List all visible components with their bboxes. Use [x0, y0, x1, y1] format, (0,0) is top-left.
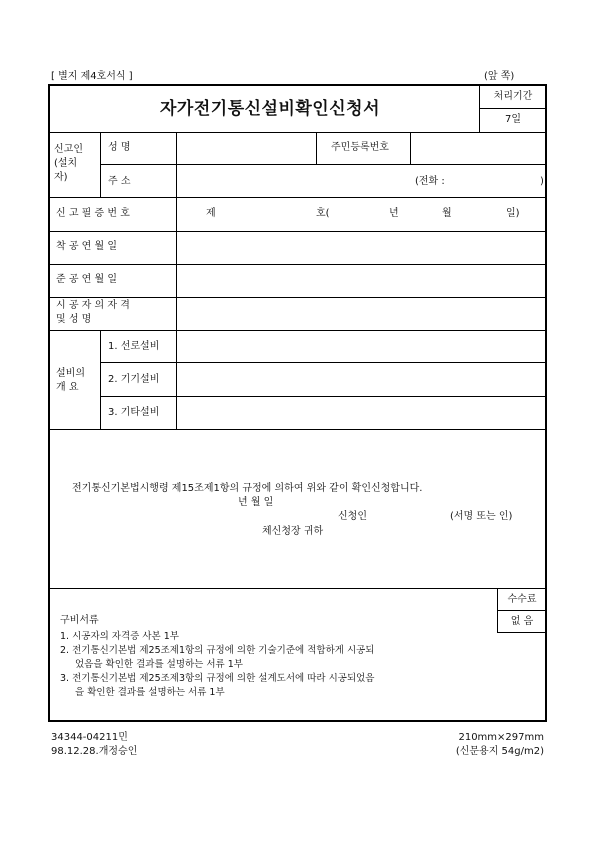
processing-period-value: 7일 — [504, 114, 522, 125]
table-border-top — [48, 84, 547, 86]
statement-recipient: 체신청장 귀하 — [262, 526, 324, 537]
builder-label-2: 및 성 명 — [56, 314, 92, 325]
applicant-label-1: 신고인 — [54, 144, 83, 155]
statement-date: 년 월 일 — [238, 497, 274, 508]
address-label: 주 소 — [108, 176, 131, 187]
table-border-left — [48, 84, 50, 722]
cert-year: 년 — [389, 208, 399, 219]
cert-number-suffix: 호( — [316, 208, 330, 219]
phone-close: ) — [540, 176, 544, 187]
id-number-label: 주민등록번호 — [331, 142, 389, 153]
documents-title: 구비서류 — [60, 615, 99, 626]
builder-label-1: 시 공 자 의 자 격 — [56, 300, 130, 311]
paper-type: (신문용지 54g/m2) — [455, 746, 544, 757]
table-border-bottom — [48, 720, 547, 722]
facility-label-1: 설비의 — [56, 368, 85, 379]
end-date-field[interactable] — [177, 265, 544, 297]
statement-applicant: 신청인 — [338, 511, 367, 522]
cert-number-prefix: 제 — [206, 208, 216, 219]
address-field[interactable] — [177, 165, 407, 197]
phone-label: (전화 : — [415, 176, 445, 187]
documents-line-2a: 2. 전기통신기본법 제25조제1항의 규정에 의한 기술기준에 적합하게 시공되 — [60, 645, 375, 656]
end-date-label: 준 공 연 월 일 — [56, 274, 118, 285]
documents-line-3b: 을 확인한 결과를 설명하는 서류 1부 — [75, 687, 225, 698]
name-field[interactable] — [177, 133, 315, 164]
documents-line-3a: 3. 전기통신기본법 제25조제3항의 규정에 의한 설계도서에 따라 시공되었음 — [60, 673, 375, 684]
facility-line-field[interactable] — [177, 331, 544, 362]
form-code: 34344-04211민 — [51, 732, 128, 743]
cert-day: 일) — [506, 208, 520, 219]
builder-field[interactable] — [177, 298, 544, 330]
facility-item-equipment: 2. 기기설비 — [108, 374, 160, 385]
facility-label-2: 개 요 — [56, 382, 79, 393]
facility-equipment-field[interactable] — [177, 363, 544, 396]
start-date-label: 착 공 연 월 일 — [56, 241, 118, 252]
cert-month: 월 — [442, 208, 452, 219]
statement-text: 전기통신기본법시행령 제15조제1항의 규정에 의하여 위와 같이 확인신청합니다. — [72, 483, 423, 494]
applicant-label-3: 자) — [54, 172, 68, 183]
applicant-label-2: (설치 — [54, 158, 78, 169]
cert-number-label: 신 고 필 증 번 호 — [56, 208, 130, 219]
documents-line-2b: 었음을 확인한 결과를 설명하는 서류 1부 — [75, 659, 243, 670]
facility-item-other: 3. 기타설비 — [108, 407, 160, 418]
approval-date: 98.12.28.개정승인 — [51, 746, 138, 757]
facility-item-line: 1. 선로설비 — [108, 341, 160, 352]
fee-label: 수수료 — [507, 594, 537, 605]
fee-value: 없 음 — [510, 616, 534, 627]
name-label: 성 명 — [108, 142, 131, 153]
page-side: (앞 쪽) — [484, 71, 515, 82]
form-title: 자가전기통신설비확인신청서 — [160, 99, 380, 119]
statement-sign: (서명 또는 인) — [450, 511, 513, 522]
form-number: [ 별지 제4호서식 ] — [51, 71, 133, 82]
id-number-field[interactable] — [411, 133, 544, 164]
facility-other-field[interactable] — [177, 397, 544, 429]
documents-line-1: 1. 시공자의 자격증 사본 1부 — [60, 631, 179, 642]
paper-size: 210mm×297mm — [458, 732, 544, 743]
processing-period-label: 처리기간 — [493, 91, 533, 102]
start-date-field[interactable] — [177, 232, 544, 264]
